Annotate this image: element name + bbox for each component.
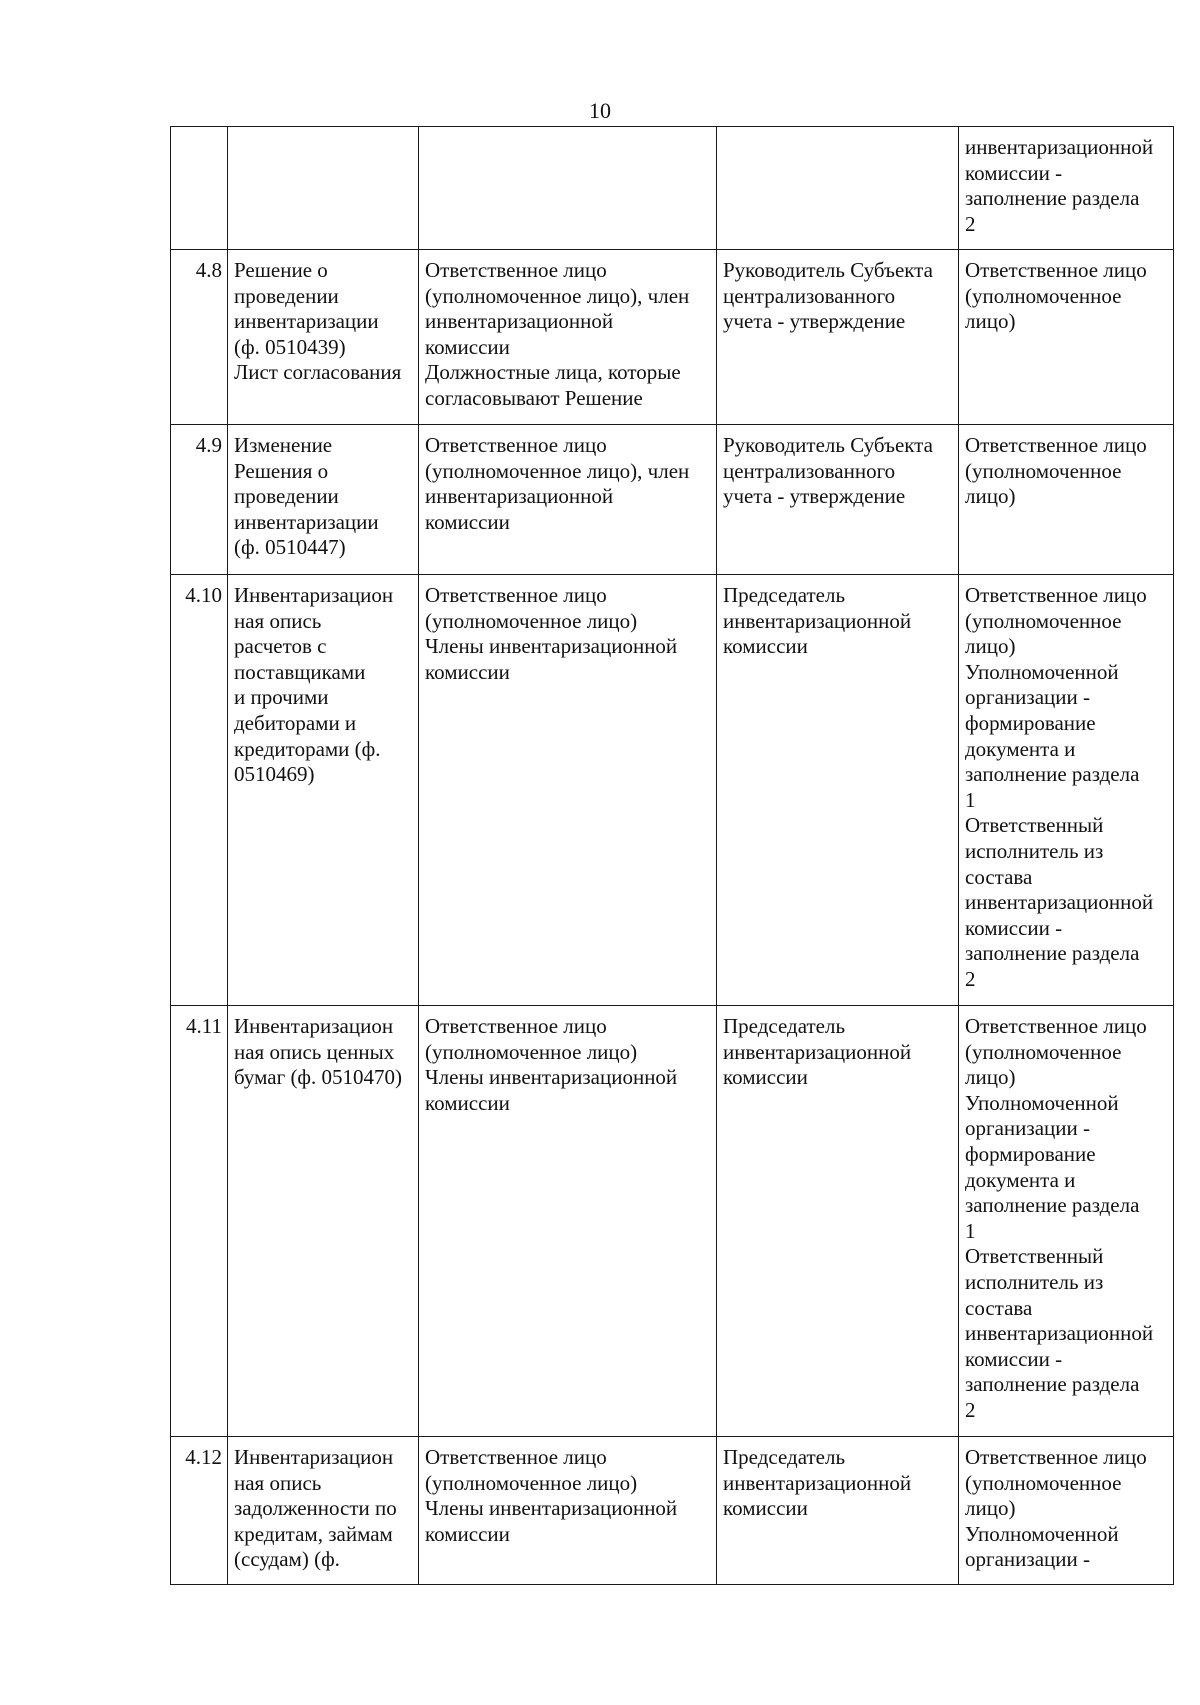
approver-cell: Председатель инвентаризационной комиссии xyxy=(717,1006,959,1437)
approver-cell: Руководитель Субъекта централизованного учета - утверждение xyxy=(717,250,959,425)
table-row xyxy=(171,250,1174,425)
table-row xyxy=(171,1437,1174,1585)
responsible-persons-cell xyxy=(419,127,717,250)
approver-cell: Руководитель Субъекта централизованного учета - утверждение xyxy=(717,425,959,575)
responsible-filling-cell: инвентаризационной комиссии - заполнение раздела 2 xyxy=(959,127,1174,250)
document-name-cell: Инвентаризацион ная опись расчетов с поставщиками и прочими дебиторами и кредиторами (ф. 0510469) xyxy=(228,575,419,1006)
table-row xyxy=(171,1006,1174,1437)
row-number: 4.8 xyxy=(171,250,228,425)
page-number: 10 xyxy=(589,98,611,123)
row-number xyxy=(171,127,228,250)
approver-cell: Председатель инвентаризационной комиссии xyxy=(717,575,959,1006)
document-table xyxy=(170,126,1174,1585)
responsible-persons-cell: Ответственное лицо (уполномоченное лицо), член инвентаризационной комиссии xyxy=(419,425,717,575)
responsible-persons-cell: Ответственное лицо (уполномоченное лицо) Члены инвентаризационной комиссии xyxy=(419,1437,717,1585)
responsible-filling-cell: Ответственное лицо (уполномоченное лицо) xyxy=(959,425,1174,575)
document-name-cell: Инвентаризацион ная опись задолженности по кредитам, займам (ссудам) (ф. xyxy=(228,1437,419,1585)
responsible-filling-cell: Ответственное лицо (уполномоченное лицо) Уполномоченной организации - формирование документа и заполнение раздела 1 Ответственный исполнитель из состава инвентаризационной комиссии - заполнение раздела 2 xyxy=(959,1006,1174,1437)
table-row xyxy=(171,575,1174,1006)
row-number: 4.12 xyxy=(171,1437,228,1585)
responsible-filling-cell: Ответственное лицо (уполномоченное лицо) xyxy=(959,250,1174,425)
approver-cell xyxy=(717,127,959,250)
approver-cell: Председатель инвентаризационной комиссии xyxy=(717,1437,959,1585)
document-name-cell: Инвентаризацион ная опись ценных бумаг (ф. 0510470) xyxy=(228,1006,419,1437)
responsible-persons-cell: Ответственное лицо (уполномоченное лицо) Члены инвентаризационной комиссии xyxy=(419,1006,717,1437)
row-number: 4.10 xyxy=(171,575,228,1006)
document-name-cell xyxy=(228,127,419,250)
table-row xyxy=(171,127,1174,250)
table-row xyxy=(171,425,1174,575)
responsible-filling-cell: Ответственное лицо (уполномоченное лицо) Уполномоченной организации - xyxy=(959,1437,1174,1585)
responsible-filling-cell: Ответственное лицо (уполномоченное лицо) Уполномоченной организации - формирование документа и заполнение раздела 1 Ответственный исполнитель из состава инвентаризационной комиссии - заполнение раздела 2 xyxy=(959,575,1174,1006)
document-name-cell: Решение о проведении инвентаризации (ф. 0510439) Лист согласования xyxy=(228,250,419,425)
row-number: 4.11 xyxy=(171,1006,228,1437)
row-number: 4.9 xyxy=(171,425,228,575)
responsible-persons-cell: Ответственное лицо (уполномоченное лицо), член инвентаризационной комиссии Должностные лица, которые согласовывают Решение xyxy=(419,250,717,425)
responsible-persons-cell: Ответственное лицо (уполномоченное лицо) Члены инвентаризационной комиссии xyxy=(419,575,717,1006)
document-name-cell: Изменение Решения о проведении инвентаризации (ф. 0510447) xyxy=(228,425,419,575)
